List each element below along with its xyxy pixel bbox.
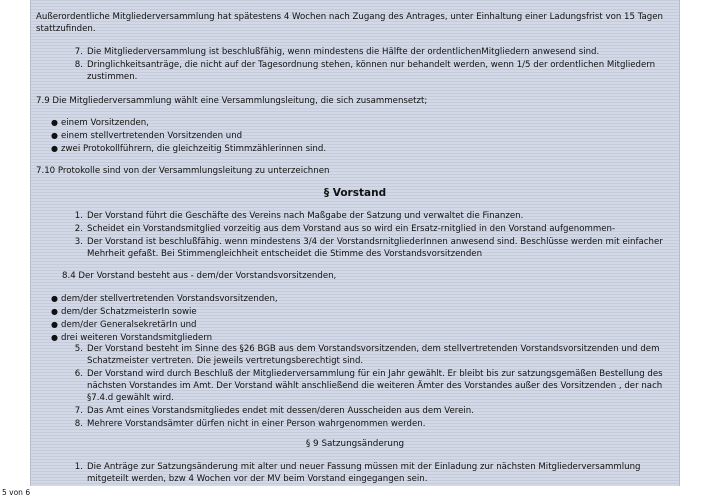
bullet-dot-icon: ● <box>51 333 58 342</box>
bullet-item: drei weiteren Vorstandsmitgliedern <box>61 333 213 343</box>
bullet-dot-icon: ● <box>51 144 58 153</box>
list-item-text: nächsten Vorstandes im Amt. Der Vorstand wählt anschließend die weiteren Ämter des Vorstandes außer des Vorsitzenden , der nach <box>87 381 663 391</box>
list-item-text: Der Vorstand ist beschlußfähig. wenn mindestens 3/4 der VorstandsrnitgliederInnen anwesend sind. Beschlüsse werden mit einfacher <box>87 237 663 247</box>
list-item-text: Die Mitgliederversammlung ist beschlußfähig, wenn mindestens die Hälfte der ordentlichenMitgliedern anwesend sind. <box>87 47 600 57</box>
page-number: 5 von 6 <box>2 488 31 497</box>
list-item-text: §7.4.d gewählt wird. <box>87 393 174 403</box>
bullet-item: einem stellvertretenden Vorsitzenden und <box>61 131 243 141</box>
list-number: 5. <box>74 344 83 354</box>
bullet-dot-icon: ● <box>51 131 58 140</box>
list-item-text: zustimmen. <box>87 72 138 82</box>
list-number: 8. <box>74 419 83 429</box>
bullet-dot-icon: ● <box>51 307 58 316</box>
list-item-text: Mehrheit gefaßt. Bei Stimmengleichheit entscheidet die Stimme des Vorstandsvorsitzenden <box>87 249 483 259</box>
intro-line-2: stattzufinden. <box>36 24 96 34</box>
list-item-text: Die Anträge zur Satzungsänderung mit alter und neuer Fassung müssen mit der Einladung zur nächsten Mitgliederversammlung <box>87 462 641 472</box>
paragraph-7-9: 7.9 Die Mitgliederversammlung wählt eine Versammlungsleitung, die sich zusammensetzt; <box>36 96 428 106</box>
list-item-text: Dringlichkeitsanträge, die nicht auf der Tagesordnung stehen, können nur behandelt werden, wenn 1/5 der ordentlichen Mitgliedern <box>87 60 656 70</box>
bullet-item: dem/der SchatzmeisterIn sowie <box>61 307 197 317</box>
bullet-dot-icon: ● <box>51 118 58 127</box>
list-number: 6. <box>74 369 83 379</box>
list-number: 7. <box>74 47 83 57</box>
list-number: 8. <box>74 60 83 70</box>
bullet-item: dem/der stellvertretenden Vorstandsvorsitzenden, <box>61 294 278 304</box>
document-page <box>30 0 680 486</box>
paragraph-8-4: 8.4 Der Vorstand besteht aus - dem/der Vorstandsvorsitzenden, <box>62 271 337 281</box>
section-heading-satzungsaenderung: § 9 Satzungsänderung <box>305 439 405 449</box>
bullet-item: dem/der GeneralsekretärIn und <box>61 320 197 330</box>
bullet-dot-icon: ● <box>51 320 58 329</box>
bullet-item: zwei Protokollführern, die gleichzeitig Stimmzählerinnen sind. <box>61 144 327 154</box>
list-item-text: Schatzmeister vertreten. Die jeweils vertretungsberechtigt sind. <box>87 356 364 366</box>
bullet-dot-icon: ● <box>51 294 58 303</box>
list-number: 1. <box>74 462 83 472</box>
list-number: 7. <box>74 406 83 416</box>
list-item-text: Der Vorstand wird durch Beschluß der Mitgliederversammlung für ein Jahr gewählt. Er bleibt bis zur satzungsgemäßen Bestellung des <box>87 369 663 379</box>
list-item-text: Der Vorstand besteht im Sinne des §26 BGB aus dem Vorstandsvorsitzenden, dem stellvertretenden Vorstandsvorsitzenden und dem <box>87 344 660 354</box>
paragraph-7-10: 7.10 Protokolle sind von der Versammlungsleitung zu unterzeichnen <box>36 166 330 176</box>
section-heading-vorstand: § Vorstand <box>323 187 387 199</box>
list-item-text: Scheidet ein Vorstandsmitglied vorzeitig aus dem Vorstand aus so wird ein Ersatz-rnitglied in den Vorstand aufgenommen- <box>87 224 616 234</box>
bullet-item: einem Vorsitzenden, <box>61 118 149 128</box>
list-number: 3. <box>74 237 83 247</box>
intro-line-1: Außerordentliche Mitgliederversammlung hat spätestens 4 Wochen nach Zugang des Antrages, unter Einhaltung einer Ladungsfrist von 15 Tagen <box>36 12 663 22</box>
list-number: 1. <box>74 211 83 221</box>
list-item-text: Der Vorstand führt die Geschäfte des Vereins nach Maßgabe der Satzung und verwaltet die Finanzen. <box>87 211 524 221</box>
list-number: 2. <box>74 224 83 234</box>
list-item-text: mitgeteilt werden, bzw 4 Wochen vor der MV beim Vorstand eingegangen sein. <box>87 474 428 484</box>
list-item-text: Das Amt eines Vorstandsmitgliedes endet mit dessen/deren Ausscheiden aus dem Verein. <box>87 406 474 416</box>
list-item-text: Mehrere Vorstandsämter dürfen nicht in einer Person wahrgenommen werden. <box>87 419 426 429</box>
